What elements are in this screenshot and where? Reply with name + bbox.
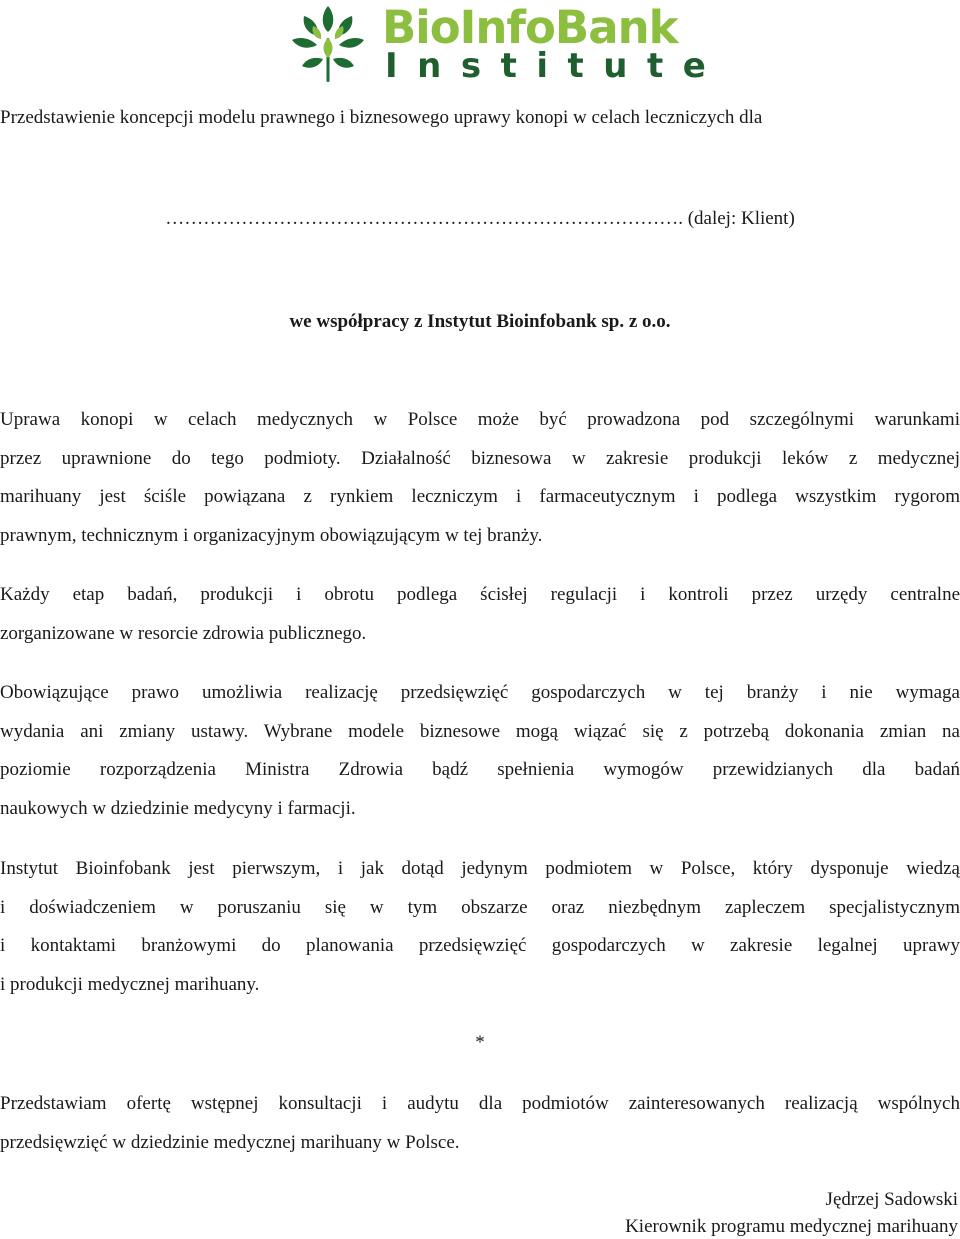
leaf-cluster-icon [288, 2, 378, 86]
paragraph-line: Instytut Bioinfobank jest pierwszym, i jak dotąd jedynym podmiotem w Polsce, który dysponuje wiedzą [0, 858, 960, 879]
signature-name: Jędrzej Sadowski [825, 1189, 958, 1210]
paragraph-4 [0, 857, 960, 1012]
paragraph-line: i produkcji medycznej marihuany. [0, 974, 260, 996]
offer-paragraph [0, 1092, 960, 1169]
document-title: Przedstawienie koncepcji modelu prawnego i biznesowego uprawy konopi w celach leczniczych dla [0, 107, 763, 128]
signature-role: Kierownik programu medycznej marihuany [625, 1216, 958, 1237]
paragraph-line: wydania ani zmiany ustawy. Wybrane modele biznesowe mogą wiązać się z potrzebą dokonania zmian na [0, 720, 960, 742]
paragraph-line: zorganizowane w resorcie zdrowia publicznego. [0, 622, 367, 644]
paragraph-line: Uprawa konopi w celach medycznych w Polsce może być prowadzona pod szczególnymi warunkami [0, 409, 960, 430]
paragraph-2 [0, 583, 960, 660]
paragraph-line: naukowych w dziedzinie medycyny i farmacji. [0, 798, 356, 820]
cooperation-line: we współpracy z Instytut Bioinfobank sp. z o.o. [289, 311, 671, 332]
logo-subtitle: Institute [385, 46, 726, 86]
client-placeholder: ………………………………………………………………………. (dalej: Klient) [165, 208, 795, 229]
logo-name: BioInfoBank [382, 1, 678, 54]
company-logo [288, 1, 726, 86]
paragraph-line: przedsięwzięć w dziedzinie medycznej marihuany w Polsce. [0, 1131, 460, 1153]
paragraph-line: i kontaktami branżowymi do planowania przedsięwzięć gospodarczych w zakresie legalnej uprawy [0, 935, 960, 957]
paragraph-line: przez uprawnione do tego podmioty. Działalność biznesowa w zakresie produkcji leków z medycznej [0, 447, 960, 469]
paragraph-3 [0, 681, 960, 836]
paragraph-line: poziomie rozporządzenia Ministra Zdrowia bądź spełnienia wymogów przewidzianych dla badań [0, 759, 960, 781]
paragraph-1 [0, 408, 960, 563]
paragraph-line: prawnym, technicznym i organizacyjnym obowiązującym w tej branży. [0, 525, 543, 547]
section-separator: * [475, 1032, 485, 1053]
paragraph-line: Obowiązujące prawo umożliwia realizację przedsięwzięć gospodarczych w tej branży i nie wymaga [0, 682, 960, 703]
paragraph-line: marihuany jest ściśle powiązana z rynkiem leczniczym i farmaceutycznym i podlega wszystkim rygorom [0, 486, 960, 508]
paragraph-line: Przedstawiam ofertę wstępnej konsultacji i audytu dla podmiotów zainteresowanych realizacją wspólnych [0, 1093, 960, 1114]
paragraph-line: Każdy etap badań, produkcji i obrotu podlega ścisłej regulacji i kontroli przez urzędy centralne [0, 584, 960, 605]
paragraph-line: i doświadczeniem w poruszaniu się w tym obszarze oraz niezbędnym zapleczem specjalistycznym [0, 896, 960, 918]
